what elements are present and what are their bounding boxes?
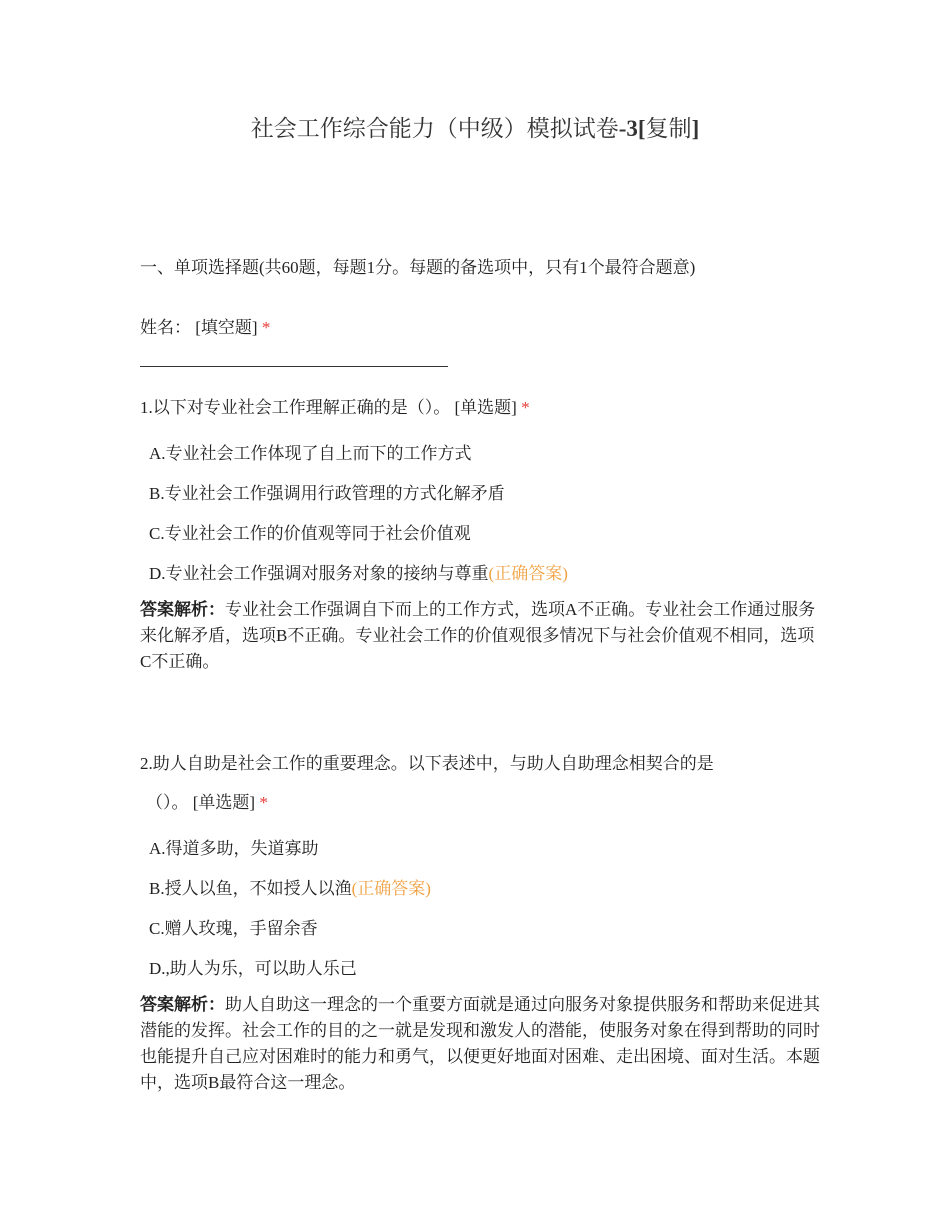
section-heading: 一、单项选择题(共60题，每题1分。每题的备选项中，只有1个最符合题意)	[140, 258, 696, 277]
correct-answer-label: (正确答案)	[488, 564, 568, 583]
name-question	[140, 313, 270, 338]
required-mark: *	[261, 318, 271, 337]
title-suffix: -3[	[618, 116, 646, 141]
question-2-option-c[interactable]: C.赠人玫瑰，手留余香	[149, 919, 318, 938]
question-1-option-d[interactable]	[149, 559, 568, 584]
name-type-hint: [填空题]	[195, 318, 258, 337]
title-tag: 复制	[645, 116, 692, 141]
correct-answer-label: (正确答案)	[351, 879, 431, 898]
analysis-text: 专业社会工作强调自下而上的工作方式，选项A不正确。专业社会工作通过服务来化解矛盾，选项B不正确。专业社会工作的价值观很多情况下与社会价值观不相同，选项C不正确。	[140, 600, 816, 671]
question-2-option-d[interactable]: D.,助人为乐，可以助人乐己	[149, 959, 357, 978]
required-mark: *	[521, 398, 530, 417]
name-label: 姓名：	[140, 318, 191, 337]
option-text: D.专业社会工作强调对服务对象的接纳与尊重	[149, 564, 489, 583]
question-1-analysis	[140, 597, 820, 675]
option-text: B.授人以鱼，不如授人以渔	[149, 879, 352, 898]
question-type-hint: [单选题]	[192, 793, 256, 812]
title-main: 社会工作综合能力（中级）模拟试卷	[250, 116, 619, 141]
question-2-stem: 2.助人自助是社会工作的重要理念。以下表述中，与助人自助理念相契合的是	[140, 754, 714, 773]
analysis-label: 答案解析：	[140, 600, 225, 619]
question-2-option-a[interactable]: A.得道多助，失道寡助	[149, 839, 319, 858]
question-1-option-c[interactable]: C.专业社会工作的价值观等同于社会价值观	[149, 524, 471, 543]
question-2-analysis	[140, 992, 820, 1096]
question-type-hint: [单选题]	[454, 398, 517, 417]
question-stem-text: 1.以下对专业社会工作理解正确的是（）。	[140, 398, 451, 417]
question-2-option-b[interactable]	[149, 874, 431, 899]
question-1-option-b[interactable]: B.专业社会工作强调用行政管理的方式化解矛盾	[149, 484, 505, 503]
page-title	[0, 110, 950, 143]
required-mark: *	[259, 793, 268, 812]
analysis-label: 答案解析：	[140, 995, 225, 1014]
title-close: ]	[691, 116, 700, 141]
question-stem-text: （）。	[146, 793, 189, 812]
name-input-line[interactable]	[140, 366, 448, 367]
question-2-stem-cont	[146, 788, 268, 813]
question-1-stem	[140, 393, 530, 418]
analysis-text: 助人自助这一理念的一个重要方面就是通过向服务对象提供服务和帮助来促进其潜能的发挥。社会工作的目的之一就是发现和激发人的潜能，使服务对象在得到帮助的同时也能提升自己应对困难时的能力和勇气，以便更好地面对困难、走出困境、面对生活。本题中，选项B最符合这一理念。	[140, 995, 820, 1092]
question-1-option-a[interactable]: A.专业社会工作体现了自上而下的工作方式	[149, 444, 472, 463]
